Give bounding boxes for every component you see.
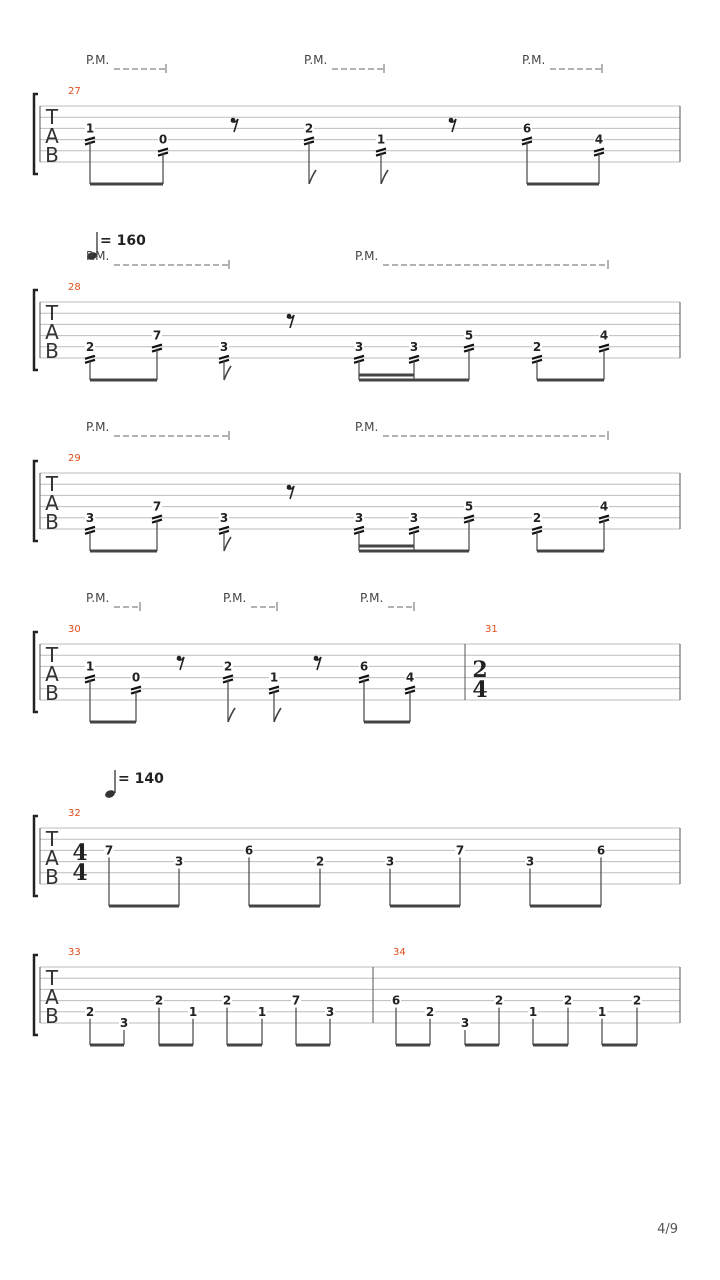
tab-clef-letter: A bbox=[45, 662, 59, 686]
fret-number: 1 bbox=[85, 659, 95, 674]
fret-number: 1 bbox=[376, 132, 386, 147]
fret-number: 7 bbox=[152, 499, 162, 514]
fret-number: 4 bbox=[594, 132, 604, 147]
tempo-bpm: = 160 bbox=[100, 233, 146, 249]
measure-number: 27 bbox=[68, 86, 81, 97]
tab-clef-letter: B bbox=[45, 510, 59, 534]
page-number: 4/9 bbox=[657, 1222, 678, 1237]
tab-note bbox=[563, 994, 573, 1045]
palm-mute-label: P.M. bbox=[86, 53, 110, 67]
measure bbox=[68, 947, 373, 1045]
system-bracket bbox=[34, 94, 38, 174]
tab-note bbox=[174, 855, 184, 906]
fret-number: 3 bbox=[354, 339, 364, 354]
tab-note bbox=[599, 329, 609, 380]
tab-note bbox=[494, 994, 504, 1045]
fret-number: 1 bbox=[188, 1004, 198, 1019]
tab-system bbox=[34, 53, 680, 184]
tab-clef-letter: A bbox=[45, 320, 59, 344]
measure bbox=[68, 808, 680, 906]
fret-number: 2 bbox=[154, 993, 164, 1008]
tab-system bbox=[34, 232, 680, 380]
fret-number: 6 bbox=[391, 993, 401, 1008]
system-bracket bbox=[34, 632, 38, 712]
fret-number: 0 bbox=[158, 132, 168, 147]
tab-note bbox=[460, 1016, 470, 1045]
fret-number: 2 bbox=[85, 339, 95, 354]
tab-note bbox=[158, 133, 168, 184]
fret-number: 3 bbox=[354, 510, 364, 525]
tab-note bbox=[152, 329, 162, 380]
tab-clef-letter: A bbox=[45, 846, 59, 870]
note-flag bbox=[228, 708, 235, 722]
tab-note bbox=[85, 659, 95, 722]
fret-number: 6 bbox=[359, 659, 369, 674]
tab-note bbox=[85, 121, 95, 184]
tab-note bbox=[85, 511, 95, 551]
fret-number: 3 bbox=[219, 339, 229, 354]
tab-system bbox=[34, 420, 680, 551]
measure bbox=[68, 624, 465, 722]
tab-note bbox=[131, 671, 141, 722]
measure-number: 33 bbox=[68, 947, 81, 958]
fret-number: 7 bbox=[104, 843, 114, 858]
tab-note bbox=[257, 1005, 267, 1045]
note-flag bbox=[274, 708, 281, 722]
tab-note bbox=[525, 855, 535, 906]
tab-note bbox=[464, 500, 474, 551]
palm-mute-label: P.M. bbox=[86, 420, 110, 434]
tab-note bbox=[291, 994, 301, 1045]
eighth-rest bbox=[449, 118, 456, 132]
fret-number: 2 bbox=[223, 659, 233, 674]
fret-number: 4 bbox=[599, 499, 609, 514]
palm-mute-label: P.M. bbox=[86, 591, 110, 605]
fret-number: 4 bbox=[405, 670, 415, 685]
tab-clef-letter: B bbox=[45, 1004, 59, 1028]
tab-note bbox=[152, 500, 162, 551]
fret-number: 7 bbox=[152, 328, 162, 343]
palm-mute bbox=[86, 420, 229, 440]
note-flag bbox=[224, 537, 231, 551]
fret-number: 1 bbox=[597, 1004, 607, 1019]
tab-note bbox=[532, 511, 542, 551]
tempo-marking bbox=[104, 770, 164, 799]
measure bbox=[391, 947, 680, 1045]
fret-number: 2 bbox=[494, 993, 504, 1008]
tempo-bpm: = 140 bbox=[118, 771, 164, 787]
tab-clef-letter: T bbox=[45, 827, 59, 851]
fret-number: 7 bbox=[291, 993, 301, 1008]
tab-clef-letter: T bbox=[45, 105, 59, 129]
tab-clef-letter: A bbox=[45, 985, 59, 1009]
fret-number: 2 bbox=[222, 993, 232, 1008]
measure bbox=[68, 453, 680, 551]
system-bracket bbox=[34, 955, 38, 1035]
measure-number: 29 bbox=[68, 453, 81, 464]
note-flag bbox=[309, 170, 316, 184]
fret-number: 2 bbox=[563, 993, 573, 1008]
tab-clef-letter: B bbox=[45, 143, 59, 167]
tab-clef-letter: T bbox=[45, 966, 59, 990]
tab-note bbox=[104, 843, 114, 906]
fret-number: 6 bbox=[244, 843, 254, 858]
measure bbox=[68, 86, 680, 184]
tab-clef-letter: A bbox=[45, 491, 59, 515]
measure-number: 30 bbox=[68, 624, 81, 635]
eighth-rest bbox=[314, 656, 321, 670]
tab-clef-letter: T bbox=[45, 472, 59, 496]
fret-number: 3 bbox=[525, 854, 535, 869]
fret-number: 1 bbox=[269, 670, 279, 685]
tab-system bbox=[34, 947, 680, 1045]
fret-number: 5 bbox=[464, 499, 474, 514]
tab-note bbox=[464, 329, 474, 380]
tab-note bbox=[391, 994, 401, 1045]
palm-mute bbox=[522, 53, 602, 73]
fret-number: 2 bbox=[425, 1004, 435, 1019]
tab-clef-letter: B bbox=[45, 339, 59, 363]
palm-mute bbox=[223, 591, 277, 611]
tab-clef-letter: B bbox=[45, 681, 59, 705]
tab-note bbox=[222, 994, 232, 1045]
tab-note bbox=[425, 1005, 435, 1045]
tab-note bbox=[154, 994, 164, 1045]
tab-note bbox=[219, 511, 229, 551]
system-bracket bbox=[34, 816, 38, 896]
measure-number: 32 bbox=[68, 808, 81, 819]
palm-mute-label: P.M. bbox=[304, 53, 328, 67]
tab-note bbox=[85, 1005, 95, 1045]
palm-mute-label: P.M. bbox=[360, 591, 384, 605]
fret-number: 2 bbox=[85, 1004, 95, 1019]
tab-note bbox=[528, 1005, 538, 1045]
system-bracket bbox=[34, 290, 38, 370]
measure-number: 34 bbox=[393, 947, 406, 958]
time-signature-top: 4 bbox=[72, 840, 88, 866]
tab-system bbox=[34, 770, 680, 906]
eighth-rest bbox=[287, 314, 294, 328]
fret-number: 2 bbox=[304, 121, 314, 136]
tab-note bbox=[85, 340, 95, 380]
tab-note bbox=[315, 855, 325, 906]
fret-number: 3 bbox=[119, 1016, 129, 1030]
palm-mute-label: P.M. bbox=[355, 420, 379, 434]
fret-number: 2 bbox=[632, 993, 642, 1008]
palm-mute-label: P.M. bbox=[223, 591, 247, 605]
palm-mute bbox=[86, 249, 229, 269]
measure-number: 28 bbox=[68, 282, 81, 293]
palm-mute bbox=[304, 53, 384, 73]
fret-number: 3 bbox=[219, 510, 229, 525]
palm-mute-label: P.M. bbox=[522, 53, 546, 67]
fret-number: 3 bbox=[174, 854, 184, 869]
eighth-rest bbox=[287, 485, 294, 499]
fret-number: 5 bbox=[464, 328, 474, 343]
measure bbox=[68, 282, 680, 380]
quarter-note-icon bbox=[104, 789, 116, 799]
tab-note bbox=[596, 843, 606, 906]
palm-mute-label: P.M. bbox=[355, 249, 379, 263]
time-signature-bottom: 4 bbox=[472, 677, 488, 703]
fret-number: 3 bbox=[385, 854, 395, 869]
fret-number: 2 bbox=[532, 339, 542, 354]
tab-note bbox=[188, 1005, 198, 1045]
fret-number: 1 bbox=[257, 1004, 267, 1019]
fret-number: 3 bbox=[325, 1004, 335, 1019]
tab-clef-letter: T bbox=[45, 643, 59, 667]
tab-note bbox=[385, 855, 395, 906]
eighth-rest bbox=[231, 118, 238, 132]
note-flag bbox=[224, 366, 231, 380]
palm-mute-label: P.M. bbox=[86, 249, 110, 263]
fret-number: 6 bbox=[596, 843, 606, 858]
system-bracket bbox=[34, 461, 38, 541]
tab-note bbox=[522, 121, 532, 184]
tab-note bbox=[532, 340, 542, 380]
palm-mute bbox=[86, 53, 166, 73]
tab-note bbox=[244, 843, 254, 906]
palm-mute bbox=[355, 249, 608, 269]
fret-number: 0 bbox=[131, 670, 141, 685]
fret-number: 7 bbox=[455, 843, 465, 858]
tab-note bbox=[632, 994, 642, 1045]
fret-number: 3 bbox=[460, 1016, 470, 1030]
fret-number: 1 bbox=[528, 1004, 538, 1019]
tab-clef-letter: B bbox=[45, 865, 59, 889]
note-flag bbox=[381, 170, 388, 184]
measure bbox=[472, 624, 680, 703]
fret-number: 6 bbox=[522, 121, 532, 136]
tab-note bbox=[455, 843, 465, 906]
tab-clef-letter: T bbox=[45, 301, 59, 325]
tab-note bbox=[405, 671, 415, 722]
palm-mute bbox=[86, 591, 140, 611]
palm-mute bbox=[360, 591, 414, 611]
fret-number: 3 bbox=[409, 510, 419, 525]
tab-note bbox=[219, 340, 229, 380]
tab-note bbox=[359, 659, 369, 722]
tab-note bbox=[599, 500, 609, 551]
fret-number: 2 bbox=[315, 854, 325, 869]
measure-number: 31 bbox=[485, 624, 498, 635]
fret-number: 1 bbox=[85, 121, 95, 136]
fret-number: 2 bbox=[532, 510, 542, 525]
tab-note bbox=[119, 1016, 129, 1045]
tab-note bbox=[325, 1005, 335, 1045]
time-signature-bottom: 4 bbox=[72, 860, 88, 886]
tab-system bbox=[34, 591, 680, 722]
fret-number: 3 bbox=[85, 510, 95, 525]
tab-clef-letter: A bbox=[45, 124, 59, 148]
time-signature-top: 2 bbox=[472, 657, 488, 683]
eighth-rest bbox=[177, 656, 184, 670]
tab-note bbox=[597, 1005, 607, 1045]
tab-note bbox=[594, 133, 604, 184]
fret-number: 4 bbox=[599, 328, 609, 343]
fret-number: 3 bbox=[409, 339, 419, 354]
palm-mute bbox=[355, 420, 608, 440]
